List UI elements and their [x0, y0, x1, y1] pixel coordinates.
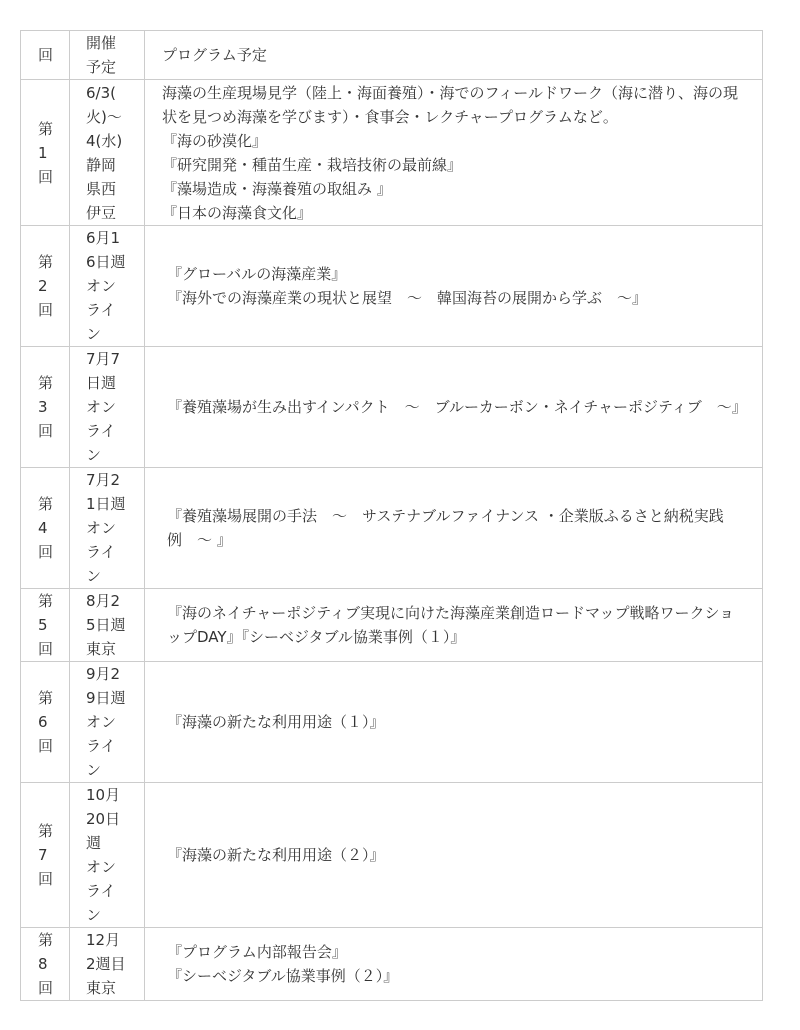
session-date: 伊豆	[86, 203, 117, 222]
session-number: 3	[38, 398, 48, 416]
table-header-row	[21, 31, 763, 80]
session-number: 回	[38, 167, 54, 186]
session-date: ン	[86, 761, 102, 779]
session-program-line: 『海のネイチャーポジティブ実現に向けた海藻産業創造ロードマップ戦略ワークショップDAY』『シーベジタブル協業事例（１）』	[167, 604, 735, 646]
session-date: 6日週	[86, 253, 126, 271]
session-date: 2週目	[86, 955, 126, 973]
session-number-cell	[21, 662, 70, 783]
session-number: 第	[38, 689, 54, 707]
session-date: オン	[86, 277, 117, 295]
session-date: ン	[86, 325, 102, 343]
session-date: オン	[86, 858, 117, 876]
session-date: ン	[86, 906, 102, 924]
session-number-cell	[21, 589, 70, 662]
session-date: 7月7	[86, 350, 121, 368]
header-number-cell	[21, 31, 70, 80]
session-number: 回	[38, 979, 54, 997]
session-number: 第	[38, 119, 54, 138]
session-number-cell	[21, 80, 70, 226]
session-date-cell	[70, 226, 145, 347]
session-program-line: 『藻場造成・海藻養殖の取組み 』	[162, 179, 392, 198]
session-date: ライ	[86, 737, 116, 755]
session-number: 回	[38, 543, 54, 561]
session-date-cell	[70, 589, 145, 662]
session-date: 7月2	[86, 471, 121, 489]
session-date-cell	[70, 783, 145, 928]
session-number-cell	[21, 347, 70, 468]
session-number: 第	[38, 495, 54, 513]
header-number: 回	[38, 46, 54, 64]
session-number-cell	[21, 226, 70, 347]
session-number: 回	[38, 640, 54, 658]
session-date-cell	[70, 468, 145, 589]
session-date-cell	[70, 347, 145, 468]
session-date: 6月1	[86, 229, 121, 247]
session-program-line: 『海の砂漠化』	[162, 131, 268, 150]
table-row	[21, 468, 763, 589]
session-program-line: 『海外での海藻産業の現状と展望 〜 韓国海苔の展開から学ぶ 〜』	[167, 289, 648, 307]
table-row	[21, 928, 763, 1001]
session-date: 8月2	[86, 592, 121, 610]
session-number-cell	[21, 468, 70, 589]
session-program-cell	[145, 662, 763, 783]
session-date: オン	[86, 519, 117, 537]
session-date: 6/3(	[86, 83, 116, 102]
session-number: 第	[38, 931, 54, 949]
session-date-cell	[70, 662, 145, 783]
session-date: 10月	[86, 786, 121, 804]
table-row	[21, 589, 763, 662]
session-date: 1日週	[86, 495, 126, 513]
header-program: プログラム予定	[162, 46, 267, 64]
session-number: 第	[38, 822, 54, 840]
session-date: 9月2	[86, 665, 121, 683]
session-program-cell	[145, 928, 763, 1001]
program-schedule-table	[20, 30, 763, 1001]
session-number: 4	[38, 519, 48, 537]
header-program-cell	[145, 31, 763, 80]
session-program-line: 『養殖藻場が生み出すインパクト 〜 ブルーカーボン・ネイチャーポジティブ 〜』	[167, 398, 747, 416]
session-number: 7	[38, 846, 48, 864]
session-date: 週	[86, 834, 102, 852]
session-date: 4(水)	[86, 131, 123, 150]
session-program-line: 『シーベジタブル協業事例（２）』	[167, 967, 399, 985]
session-date: ライ	[86, 882, 116, 900]
session-number: 回	[38, 301, 54, 319]
session-date: 県西	[86, 179, 117, 198]
session-date: ライ	[86, 543, 116, 561]
session-date: 12月	[86, 931, 121, 949]
session-program-cell	[145, 468, 763, 589]
session-number: 6	[38, 713, 48, 731]
session-date: ン	[86, 446, 102, 464]
session-number: 1	[38, 143, 48, 162]
session-number-cell	[21, 783, 70, 928]
session-program-line: 『プログラム内部報告会』	[167, 943, 347, 961]
header-date-line: 開催	[86, 34, 117, 52]
session-date: オン	[86, 713, 117, 731]
session-program-cell	[145, 347, 763, 468]
session-program-line: 『海藻の新たな利用用途（２）』	[167, 846, 385, 864]
session-number-cell	[21, 928, 70, 1001]
session-program-line: 『養殖藻場展開の手法 〜 サステナブルファイナンス ・企業版ふるさと納税実践例 〜 』	[167, 507, 724, 549]
header-date-cell	[70, 31, 145, 80]
session-number: 2	[38, 277, 48, 295]
table-row	[21, 347, 763, 468]
session-date: オン	[86, 398, 117, 416]
session-number: 回	[38, 870, 54, 888]
session-date: 静岡	[86, 155, 117, 174]
session-program-cell	[145, 589, 763, 662]
header-date-line: 予定	[86, 58, 117, 76]
session-date: 火)〜	[86, 107, 122, 126]
session-date: ライ	[86, 301, 116, 319]
table-row	[21, 80, 763, 226]
session-program-line: 『グローバルの海藻産業』	[167, 265, 347, 283]
table-row	[21, 783, 763, 928]
table-row	[21, 662, 763, 783]
session-program-line: 海藻の生産現場見学（陸上・海面養殖）・海でのフィールドワーク（海に潜り、海の現状を見つめ海藻を学びます）・食事会・レクチャープログラムなど。	[162, 83, 739, 126]
session-program-cell	[145, 80, 763, 226]
session-program-cell	[145, 783, 763, 928]
session-number: 第	[38, 253, 54, 271]
session-date: 日週	[86, 374, 117, 392]
table-row	[21, 226, 763, 347]
session-number: 回	[38, 737, 54, 755]
session-date-cell	[70, 80, 145, 226]
session-date: ン	[86, 567, 102, 585]
session-date: 20日	[86, 810, 121, 828]
session-program-line: 『海藻の新たな利用用途（１）』	[167, 713, 385, 731]
session-number: 回	[38, 422, 54, 440]
session-date: 5日週	[86, 616, 126, 634]
session-date: 東京	[86, 640, 117, 658]
session-date-cell	[70, 928, 145, 1001]
session-date: ライ	[86, 422, 116, 440]
session-program-line: 『研究開発・種苗生産・栽培技術の最前線』	[162, 155, 463, 174]
session-date: 東京	[86, 979, 117, 997]
session-number: 5	[38, 616, 48, 634]
session-number: 第	[38, 374, 54, 392]
session-date: 9日週	[86, 689, 126, 707]
session-program-line: 『日本の海藻食文化』	[162, 203, 313, 222]
session-number: 8	[38, 955, 48, 973]
session-number: 第	[38, 592, 54, 610]
session-program-cell	[145, 226, 763, 347]
